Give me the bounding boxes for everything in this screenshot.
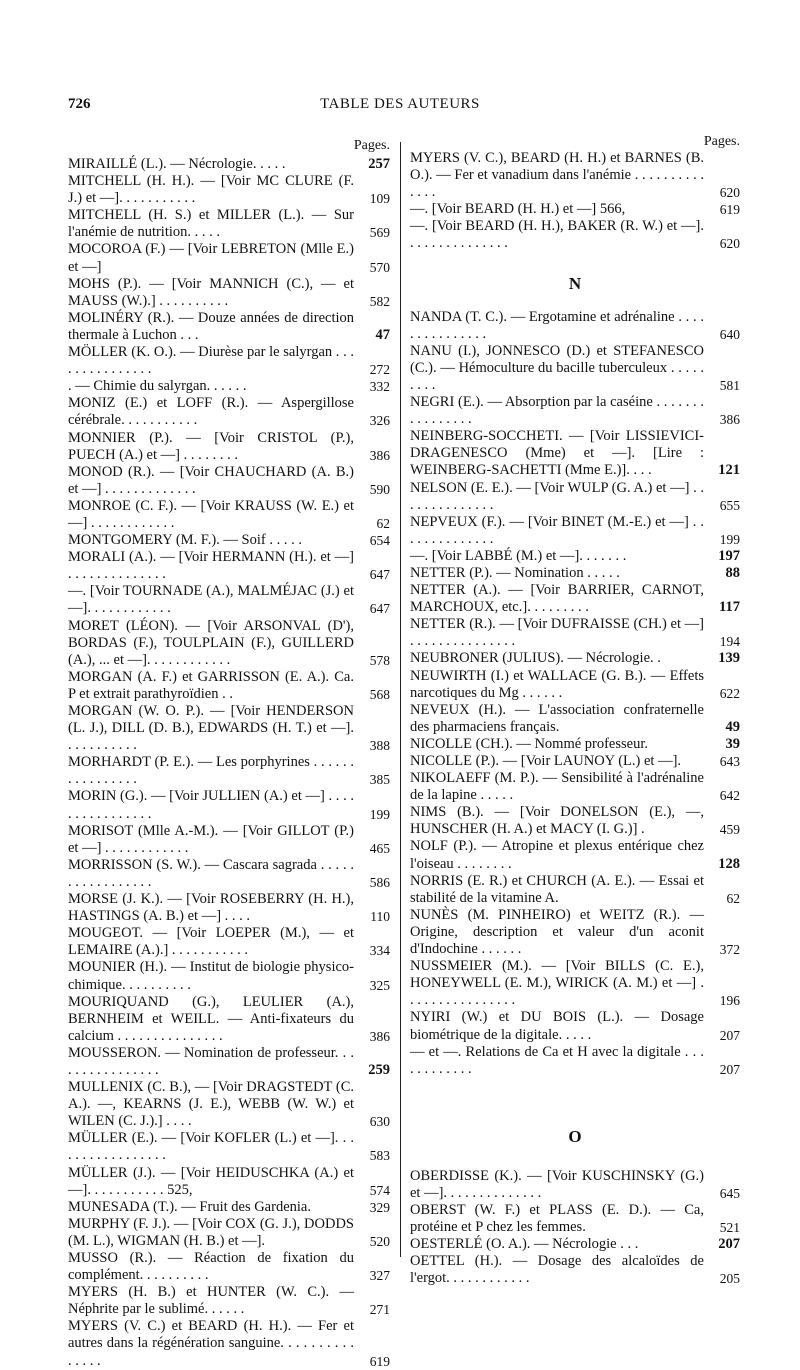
entry-text: NEGRI (E.). — Absorption par la caséine . . . . . . . . . . . . . . . . — [410, 394, 704, 428]
page-reference: 578 — [369, 652, 390, 668]
entry-text: MÖLLER (K. O.). — Diurèse par le salyrgan . . . . . . . . . . . . . . . — [68, 344, 354, 378]
index-entry — [410, 309, 740, 343]
entry-text: MOUNIER (H.). — Institut de biologie physico-chimique. . . . . . . . . . — [68, 959, 354, 993]
page-reference: 62 — [376, 515, 390, 531]
index-entry — [68, 1199, 390, 1216]
page-reference: 194 — [719, 634, 740, 650]
page-reference: 568 — [369, 686, 390, 702]
page-reference: 121 — [718, 462, 740, 479]
page-reference: 199 — [369, 806, 390, 822]
page-reference: 654 — [369, 533, 390, 549]
page-reference: 388 — [369, 738, 390, 754]
page-reference: 574 — [369, 1182, 390, 1198]
index-entry — [68, 1284, 390, 1318]
entry-text: NEUBRONER (JULIUS). — Nécrologie. . — [410, 650, 661, 667]
index-entry — [410, 1009, 740, 1043]
index-entry — [410, 753, 740, 770]
page-reference: 645 — [719, 1185, 740, 1201]
page-reference: 647 — [369, 601, 390, 617]
column-divider — [400, 142, 401, 1257]
page-reference: 259 — [368, 1061, 390, 1078]
index-entry — [410, 1253, 740, 1287]
page-reference: 520 — [369, 1233, 390, 1249]
index-entry — [68, 703, 390, 754]
entry-text: NYIRI (W.) et DU BOIS (L.). — Dosage biométrique de la digitale. . . . . — [410, 1009, 704, 1043]
index-entry — [410, 218, 740, 252]
index-entry — [410, 668, 740, 702]
page-reference: 139 — [718, 650, 740, 667]
section-heading-n: N — [568, 273, 582, 293]
index-entry — [68, 1130, 390, 1164]
entry-text: NEPVEUX (F.). — [Voir BINET (M.-E.) et —] . . . . . . . . . . . . . . — [410, 513, 704, 547]
entry-text: MONTGOMERY (M. F.). — Soif . . . . . — [68, 532, 302, 549]
index-entry — [68, 241, 390, 275]
page-reference: 465 — [369, 840, 390, 856]
entry-text: MORALI (A.). — [Voir HERMANN (H.). et —] . . . . . . . . . . . . . . — [68, 549, 354, 583]
entry-text: MONNIER (P.). — [Voir CRISTOL (P.), PUECH (A.) et —] . . . . . . . . — [68, 429, 354, 463]
index-entry — [410, 1236, 740, 1253]
page-reference: 570 — [369, 259, 390, 275]
page-reference: 622 — [719, 685, 740, 701]
page-reference: 332 — [369, 379, 390, 395]
entry-text: MOCOROA (F.) — [Voir LEBRETON (Mlle E.) et —] — [68, 241, 354, 275]
page-reference: 386 — [369, 1028, 390, 1044]
pages-label: Pages. — [353, 138, 390, 153]
entry-text: — et —. Relations de Ca et H avec la digitale . . . . . . . . . . . . — [410, 1043, 704, 1077]
pages-label: Pages. — [703, 134, 740, 149]
right-column — [410, 136, 740, 1287]
entry-text: MYERS (V. C.) et BEARD (H. H.). — Fer et autres dans la régénération sanguine. . . . . . . . . . . . . . . — [68, 1318, 354, 1369]
entry-text: NEINBERG-SOCCHETI. — [Voir LISSIEVICI-DRAGENESCO (Mme) et —]. [Lire : WEINBERG-SACHETTI (Mme E.)]. . . . — [410, 428, 704, 479]
page-reference: 619 — [369, 1353, 390, 1369]
page-reference: 630 — [369, 1114, 390, 1130]
page-reference: 581 — [719, 377, 740, 393]
index-entry — [68, 207, 390, 241]
entry-text: NEUWIRTH (I.) et WALLACE (G. B.). — Effets narcotiques du Mg . . . . . . — [410, 667, 704, 701]
index-entry — [410, 958, 740, 1009]
entry-text: MULLENIX (C. B.), — [Voir DRAGSTEDT (C. A.). —, KEARNS (J. E.), WEBB (W. W.) et WILEN (C. J.).] . . . . — [68, 1079, 354, 1130]
index-entry — [68, 498, 390, 532]
index-entry — [410, 1202, 740, 1236]
index-entry — [68, 994, 390, 1045]
page-reference: 257 — [368, 156, 390, 172]
entry-text: NANDA (T. C.). — Ergotamine et adrénaline . . . . . . . . . . . . . . . — [410, 308, 704, 342]
page-reference: 329 — [369, 1199, 390, 1215]
index-entry — [410, 343, 740, 394]
index-entry — [410, 428, 740, 479]
entry-text: OESTERLÉ (O. A.). — Nécrologie . . . — [410, 1236, 639, 1253]
entry-text: —. [Voir LABBÉ (M.) et —]. . . . . . . — [410, 547, 627, 564]
index-entry — [68, 378, 390, 395]
index-entry — [68, 1045, 390, 1079]
page-reference: 334 — [369, 943, 390, 959]
page-reference: 642 — [719, 788, 740, 804]
page-reference: 49 — [725, 718, 740, 735]
page-reference: 196 — [719, 993, 740, 1009]
entry-list-n — [410, 309, 740, 1078]
index-entry — [68, 925, 390, 959]
index-entry — [410, 565, 740, 582]
page-reference: 385 — [369, 772, 390, 788]
page-reference: 386 — [369, 447, 390, 463]
index-entry — [68, 857, 390, 891]
entry-text: MUNESADA (T.). — Fruit des Gardenia. — [68, 1198, 311, 1215]
index-entry — [68, 754, 390, 788]
index-entry — [68, 1318, 390, 1369]
entry-text: NICOLLE (P.). — [Voir LAUNOY (L.) et —]. — [410, 753, 682, 769]
page-reference: 590 — [369, 481, 390, 497]
index-entry — [68, 549, 390, 583]
page-number: 726 — [68, 96, 91, 112]
left-column — [68, 136, 390, 1370]
entry-text: MOHS (P.). — [Voir MANNICH (C.), — et MAUSS (W.).] . . . . . . . . . . — [68, 275, 354, 309]
entry-text: MORET (LÉON). — [Voir ARSONVAL (D'), BORDAS (F.), TOULPLAIN (F.), GUILLERD (A.), ... et —]. . . . . . . . . . . . — [68, 617, 354, 668]
index-entry — [68, 344, 390, 378]
index-entry — [410, 873, 740, 907]
entry-text: NETTER (A.). — [Voir BARRIER, CARNOT, MARCHOUX, etc.]. . . . . . . . . — [410, 582, 704, 616]
index-entry — [68, 1216, 390, 1250]
index-entry — [68, 823, 390, 857]
entry-text: . — Chimie du salyrgan. . . . . . — [68, 378, 247, 395]
page-reference: 88 — [725, 564, 740, 581]
entry-list-left — [68, 156, 390, 1370]
entry-text: —. [Voir BEARD (H. H.) et —] 566, — [410, 201, 626, 218]
entry-text: MORRISSON (S. W.). — Cascara sagrada . . . . . . . . . . . . . . . . . — [68, 856, 354, 890]
index-entry — [410, 1168, 740, 1202]
entry-text: OETTEL (H.). — Dosage des alcaloïdes de l'ergot. . . . . . . . . . . . — [410, 1253, 704, 1287]
entry-text: MÜLLER (J.). — [Voir HEIDUSCHKA (A.) et —]. . . . . . . . . . . 525, — [68, 1164, 354, 1198]
page-reference: 586 — [369, 874, 390, 890]
entry-text: NUNÈS (M. PINHEIRO) et WEITZ (R.). — Origine, description et valeur d'un aconit d'Indochine . . . . . . — [410, 906, 704, 958]
index-entry — [410, 804, 740, 838]
entry-text: NETTER (R.). — [Voir DUFRAISSE (CH.) et —] . . . . . . . . . . . . . . . — [410, 616, 704, 650]
index-entry — [410, 582, 740, 616]
page-reference: 582 — [369, 293, 390, 309]
index-entry — [410, 702, 740, 736]
page-reference: 47 — [375, 326, 390, 343]
entry-text: NUSSMEIER (M.). — [Voir BILLS (C. E.), HONEYWELL (E. M.), WIRICK (A. M.) et —] . . . . . . . . . . . . . . . . — [410, 958, 704, 1009]
running-title: TABLE DES AUTEURS — [320, 96, 480, 112]
entry-text: MÜLLER (E.). — [Voir KOFLER (L.) et —]. . . . . . . . . . . . . . . . . — [68, 1130, 354, 1164]
entry-text: NANU (I.), JONNESCO (D.) et STEFANESCO (C.). — Hémoculture du bacille tuberculeux . . . . . . . . . — [410, 342, 704, 393]
page-reference: 128 — [718, 855, 740, 872]
entry-text: MYERS (H. B.) et HUNTER (W. C.). — Néphrite par le sublimé. . . . . . — [68, 1284, 354, 1318]
index-entry — [68, 464, 390, 498]
page-reference: 62 — [726, 890, 740, 906]
index-entry — [68, 173, 390, 207]
page-reference: 109 — [369, 191, 390, 207]
page-reference: 110 — [370, 909, 390, 925]
page-reference: 583 — [369, 1148, 390, 1164]
index-entry — [410, 838, 740, 872]
page-reference: 620 — [719, 236, 740, 252]
index-entry — [68, 276, 390, 310]
index-entry — [410, 907, 740, 958]
entry-text: MITCHELL (H. H.). — [Voir MC CLURE (F. J.) et —]. . . . . . . . . . . — [68, 173, 354, 207]
page-reference: 271 — [369, 1302, 390, 1318]
page-reference: 326 — [369, 413, 390, 429]
entry-text: MOURIQUAND (G.), LEULIER (A.), BERNHEIM et WEILL. — Anti-fixateurs du calcium . . . . . . . . . . . . . . . — [68, 993, 354, 1044]
index-entry — [68, 310, 390, 344]
index-entry — [68, 395, 390, 429]
index-entry — [68, 788, 390, 822]
page-reference: 207 — [718, 1236, 740, 1253]
page-reference: 459 — [719, 822, 740, 838]
entry-text: OBERDISSE (K.). — [Voir KUSCHINSKY (G.) et —]. . . . . . . . . . . . . . — [410, 1167, 704, 1201]
index-entry — [410, 150, 740, 201]
index-entry — [410, 736, 740, 753]
page-reference: 199 — [719, 531, 740, 547]
page-reference: 619 — [719, 202, 740, 218]
entry-text: NEVEUX (H.). — L'association confraternelle des pharmaciens français. — [410, 701, 704, 735]
section-heading-o: O — [568, 1126, 582, 1146]
entry-text: MURPHY (F. J.). — [Voir COX (G. J.), DODDS (M. L.), WIGMAN (H. B.) et —]. — [68, 1215, 354, 1249]
index-entry — [410, 514, 740, 548]
index-entry — [68, 583, 390, 617]
entry-text: MOLINÉRY (R.). — Douze années de direction thermale à Luchon . . . — [68, 309, 354, 343]
index-entry — [68, 1165, 390, 1199]
entry-text: MUSSO (R.). — Réaction de fixation du complément. . . . . . . . . . — [68, 1250, 354, 1284]
entry-text: —. [Voir BEARD (H. H.), BAKER (R. W.) et —]. . . . . . . . . . . . . . . — [410, 218, 704, 252]
index-entry — [68, 891, 390, 925]
index-entry — [410, 394, 740, 428]
page-reference: 272 — [369, 362, 390, 378]
entry-text: MONOD (R.). — [Voir CHAUCHARD (A. B.) et —] . . . . . . . . . . . . . — [68, 463, 354, 497]
page-reference: 647 — [369, 567, 390, 583]
page-reference: 39 — [725, 735, 740, 752]
index-entry — [68, 959, 390, 993]
page-reference: 197 — [718, 547, 740, 564]
index-entry — [68, 156, 390, 173]
index-entry — [410, 548, 740, 565]
entry-text: OBERST (W. F.) et PLASS (E. D.). — Ca, protéine et P chez les femmes. — [410, 1201, 704, 1236]
page-reference: 643 — [719, 754, 740, 769]
entry-text: MORGAN (A. F.) et GARRISSON (E. A.). Ca. P et extrait parathyroïdien . . — [68, 668, 354, 702]
page-reference: 205 — [719, 1271, 740, 1287]
entry-text: NICOLLE (CH.). — Nommé professeur. — [410, 735, 648, 752]
entry-text: MORIN (G.). — [Voir JULLIEN (A.) et —] . . . . . . . . . . . . . . . . — [68, 788, 354, 822]
entry-text: MORHARDT (P. E.). — Les porphyrines . . . . . . . . . . . . . . . . — [68, 754, 354, 788]
index-entry — [68, 618, 390, 669]
index-entry — [68, 532, 390, 549]
entry-text: MYERS (V. C.), BEARD (H. H.) et BARNES (B. O.). — Fer et vanadium dans l'anémie . . . . . . . . . . . . . . — [410, 150, 704, 201]
index-entry — [410, 616, 740, 650]
page-reference: 372 — [719, 942, 740, 958]
page-reference: 386 — [719, 412, 740, 428]
entry-list-o — [410, 1168, 740, 1288]
page-reference: 521 — [719, 1220, 740, 1236]
entry-text: NIKOLAEFF (M. P.). — Sensibilité à l'adrénaline de la lapine . . . . . — [410, 770, 704, 804]
entry-text: MOUGEOT. — [Voir LOEPER (M.), — et LEMAIRE (A.).] . . . . . . . . . . . — [68, 925, 354, 959]
entry-text: NOLF (P.). — Atropine et plexus entérique chez l'oiseau . . . . . . . . — [410, 838, 704, 872]
index-entry — [410, 770, 740, 804]
index-entry — [410, 201, 740, 218]
page-reference: 655 — [719, 497, 740, 513]
page-reference: 207 — [719, 1061, 740, 1077]
entry-text: MIRAILLÉ (L.). — Nécrologie. . . . . — [68, 156, 286, 172]
index-entry — [68, 1079, 390, 1130]
index-entry — [410, 480, 740, 514]
index-entry — [410, 1044, 740, 1078]
entry-text: NORRIS (E. R.) et CHURCH (A. E.). — Essai et stabilité de la vitamine A. — [410, 872, 704, 906]
entry-text: MORSE (J. K.). — [Voir ROSEBERRY (H. H.), HASTINGS (A. B.) et —] . . . . — [68, 891, 354, 925]
entry-text: MONIZ (E.) et LOFF (R.). — Aspergillose cérébrale. . . . . . . . . . . — [68, 395, 354, 429]
page-reference: 207 — [719, 1027, 740, 1043]
page-reference: 325 — [369, 977, 390, 993]
entry-text: NIMS (B.). — [Voir DONELSON (E.), —, HUNSCHER (H. A.) et MACY (I. G.)] . — [410, 804, 704, 838]
entry-text: NETTER (P.). — Nomination . . . . . — [410, 564, 620, 581]
entry-text: MITCHELL (H. S.) et MILLER (L.). — Sur l'anémie de nutrition. . . . . — [68, 207, 354, 241]
entry-text: MORISOT (Mlle A.-M.). — [Voir GILLOT (P.) et —] . . . . . . . . . . . . — [68, 822, 354, 856]
page-reference: 327 — [369, 1268, 390, 1284]
index-entry — [410, 650, 740, 667]
page-reference: 640 — [719, 326, 740, 342]
page-reference: 117 — [719, 599, 740, 616]
page-reference: 620 — [719, 185, 740, 201]
entry-text: MORGAN (W. O. P.). — [Voir HENDERSON (L. J.), DILL (D. B.), EDWARDS (H. T.) et —]. . . . . . . . . . . — [68, 703, 354, 754]
entry-text: MONROE (C. F.). — [Voir KRAUSS (W. E.) et —] . . . . . . . . . . . . — [68, 497, 354, 531]
entry-text: —. [Voir TOURNADE (A.), MALMÉJAC (J.) et —]. . . . . . . . . . . . — [68, 583, 354, 617]
page-reference: 569 — [369, 225, 390, 241]
entry-list-m — [410, 150, 740, 253]
entry-text: NELSON (E. E.). — [Voir WULP (G. A.) et —] . . . . . . . . . . . . . . — [410, 479, 704, 513]
index-entry — [68, 669, 390, 703]
entry-text: MOUSSERON. — Nomination de professeur. . . . . . . . . . . . . . . . — [68, 1044, 354, 1078]
index-entry — [68, 1250, 390, 1284]
index-entry — [68, 430, 390, 464]
